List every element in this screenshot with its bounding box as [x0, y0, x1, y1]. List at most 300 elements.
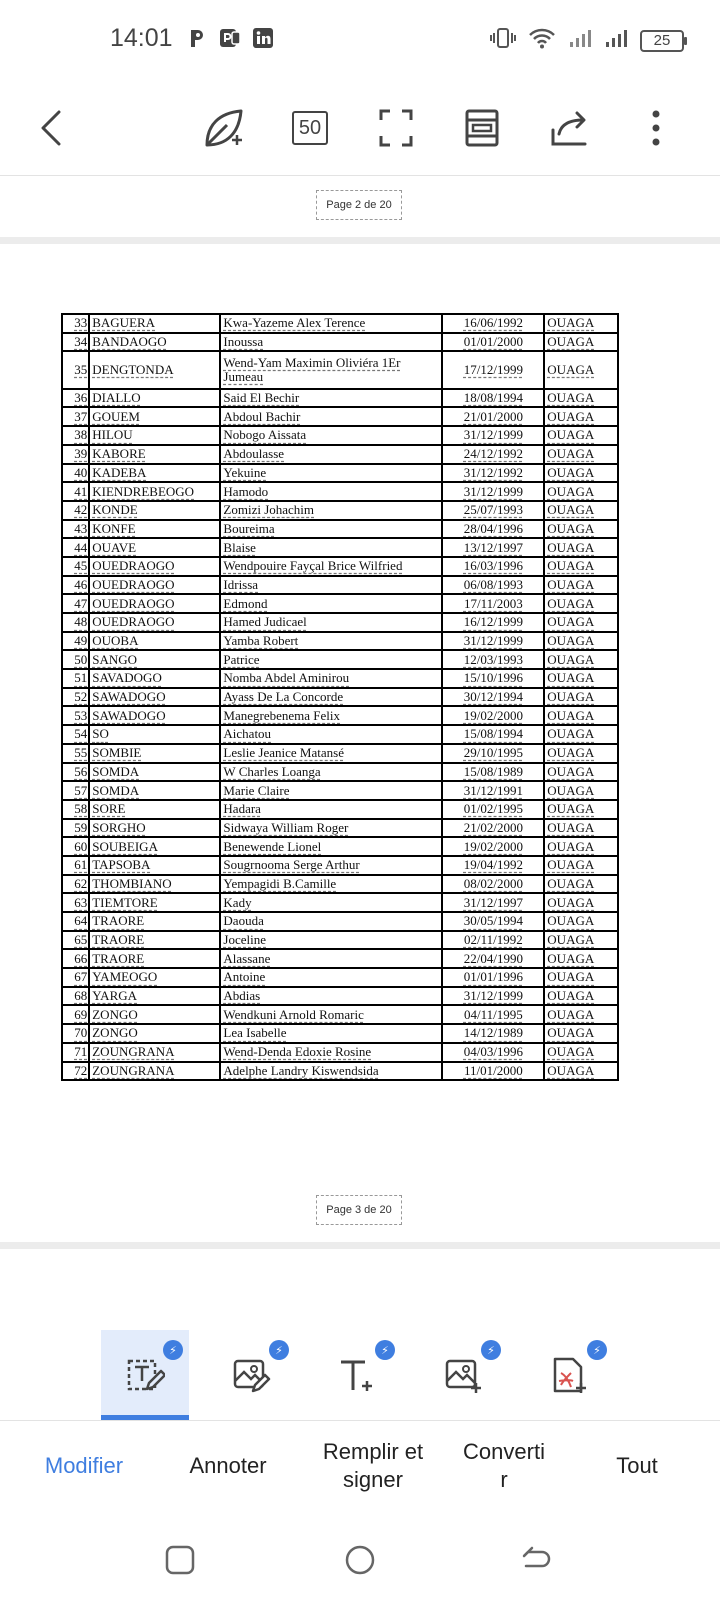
- row-number-cell[interactable]: [62, 931, 89, 950]
- city-cell[interactable]: [544, 594, 618, 613]
- row-number-cell[interactable]: [62, 781, 89, 800]
- birth-date-cell-text: 17/11/2003: [463, 595, 523, 611]
- birth-date-cell[interactable]: [442, 725, 544, 744]
- ai-leaf-icon: [201, 105, 247, 151]
- last-name-cell[interactable]: [89, 968, 220, 987]
- first-name-cell[interactable]: [220, 875, 442, 894]
- city-cell[interactable]: [544, 781, 618, 800]
- row-number-cell[interactable]: [62, 557, 89, 576]
- city-cell[interactable]: [544, 875, 618, 894]
- system-nav-bar: [0, 1510, 720, 1600]
- birth-date-cell[interactable]: [442, 912, 544, 931]
- birth-date-cell[interactable]: [442, 987, 544, 1006]
- row-number-cell[interactable]: [62, 650, 89, 669]
- tab-remplir-icon[interactable]: [313, 1330, 401, 1420]
- row-number-cell[interactable]: [62, 482, 89, 501]
- first-name-cell[interactable]: [220, 688, 442, 707]
- first-name-cell[interactable]: [220, 314, 442, 333]
- last-name-cell[interactable]: [89, 1024, 220, 1043]
- first-name-cell[interactable]: [220, 819, 442, 838]
- status-time: 14:01: [110, 24, 173, 52]
- first-name-cell[interactable]: [220, 781, 442, 800]
- ai-assistant-button[interactable]: [196, 100, 252, 156]
- row-number-cell[interactable]: [62, 389, 89, 408]
- first-name-cell[interactable]: [220, 482, 442, 501]
- row-number-cell[interactable]: [62, 520, 89, 539]
- first-name-cell[interactable]: [220, 333, 442, 352]
- first-name-cell[interactable]: [220, 1024, 442, 1043]
- row-number-cell-text: 35: [74, 362, 88, 378]
- row-number-cell[interactable]: [62, 464, 89, 483]
- row-number-cell[interactable]: [62, 407, 89, 426]
- row-number-cell[interactable]: [62, 669, 89, 688]
- last-name-cell[interactable]: [89, 706, 220, 725]
- city-cell-text: OUAGA: [547, 558, 595, 574]
- birth-date-cell[interactable]: [442, 632, 544, 651]
- status-notification-icons: [186, 27, 274, 54]
- last-name-cell[interactable]: [89, 333, 220, 352]
- last-name-cell[interactable]: [89, 576, 220, 595]
- birth-date-cell[interactable]: [442, 1005, 544, 1024]
- birth-date-cell-text: 29/10/1995: [463, 745, 523, 761]
- birth-date-cell[interactable]: [442, 520, 544, 539]
- fullscreen-button[interactable]: [368, 100, 424, 156]
- city-cell[interactable]: [544, 893, 618, 912]
- first-name-cell[interactable]: [220, 407, 442, 426]
- tab-tout-icon[interactable]: [525, 1330, 613, 1420]
- row-number-cell[interactable]: [62, 837, 89, 856]
- city-cell[interactable]: [544, 819, 618, 838]
- city-cell[interactable]: [544, 856, 618, 875]
- last-name-cell[interactable]: [89, 688, 220, 707]
- recents-button[interactable]: [160, 1540, 200, 1580]
- birth-date-cell[interactable]: [442, 314, 544, 333]
- city-cell[interactable]: [544, 538, 618, 557]
- last-name-cell[interactable]: [89, 725, 220, 744]
- share-button[interactable]: [542, 100, 598, 156]
- city-cell-text: OUAGA: [547, 1062, 595, 1078]
- birth-date-cell[interactable]: [442, 482, 544, 501]
- birth-date-cell-text: 31/12/1991: [463, 782, 523, 798]
- row-number-cell-text: 33: [74, 315, 88, 331]
- row-number-cell[interactable]: [62, 688, 89, 707]
- first-name-cell[interactable]: [220, 351, 442, 388]
- birth-date-cell[interactable]: [442, 706, 544, 725]
- first-name-cell[interactable]: [220, 594, 442, 613]
- birth-date-cell[interactable]: [442, 875, 544, 894]
- city-cell[interactable]: [544, 837, 618, 856]
- row-number-cell-text: 48: [74, 614, 88, 630]
- last-name-cell[interactable]: [89, 351, 220, 388]
- birth-date-cell[interactable]: [442, 931, 544, 950]
- first-name-cell-text: Ayass De La Concorde: [223, 689, 344, 705]
- city-cell[interactable]: [544, 407, 618, 426]
- all-tools-pdf-icon: [549, 1355, 589, 1395]
- city-cell-text: OUAGA: [547, 408, 595, 424]
- table-row: [62, 800, 618, 819]
- first-name-cell[interactable]: [220, 464, 442, 483]
- table-row: [62, 781, 618, 800]
- share-icon: [549, 108, 591, 148]
- row-number-cell[interactable]: [62, 501, 89, 520]
- last-name-cell[interactable]: [89, 781, 220, 800]
- first-name-cell[interactable]: [220, 1005, 442, 1024]
- first-name-cell-text: Sougrnooma Serge Arthur: [223, 857, 360, 873]
- table-row: [62, 482, 618, 501]
- city-cell[interactable]: [544, 650, 618, 669]
- city-cell[interactable]: [544, 931, 618, 950]
- row-number-cell[interactable]: [62, 875, 89, 894]
- tab-modifier-icon[interactable]: [101, 1330, 189, 1420]
- first-name-cell-text: Yamba Robert: [223, 633, 299, 649]
- last-name-cell[interactable]: [89, 482, 220, 501]
- row-number-cell[interactable]: [62, 819, 89, 838]
- city-cell[interactable]: [544, 763, 618, 782]
- last-name-cell[interactable]: [89, 632, 220, 651]
- row-number-cell[interactable]: [62, 744, 89, 763]
- birth-date-cell[interactable]: [442, 501, 544, 520]
- city-cell[interactable]: [544, 725, 618, 744]
- last-name-cell[interactable]: [89, 931, 220, 950]
- city-cell[interactable]: [544, 482, 618, 501]
- first-name-cell[interactable]: [220, 912, 442, 931]
- row-number-cell[interactable]: [62, 314, 89, 333]
- row-number-cell-text: 47: [74, 595, 88, 611]
- home-button[interactable]: [340, 1540, 380, 1580]
- city-cell[interactable]: [544, 1062, 618, 1081]
- birth-date-cell[interactable]: [442, 1024, 544, 1043]
- last-name-cell[interactable]: [89, 856, 220, 875]
- city-cell[interactable]: [544, 426, 618, 445]
- birth-date-cell[interactable]: [442, 557, 544, 576]
- city-cell-text: OUAGA: [547, 427, 595, 443]
- city-cell[interactable]: [544, 669, 618, 688]
- row-number-cell[interactable]: [62, 576, 89, 595]
- last-name-cell[interactable]: [89, 912, 220, 931]
- linkedin-icon: [252, 27, 274, 54]
- last-name-cell[interactable]: [89, 1062, 220, 1081]
- first-name-cell[interactable]: [220, 520, 442, 539]
- row-number-cell[interactable]: [62, 856, 89, 875]
- city-cell[interactable]: [544, 464, 618, 483]
- first-name-cell-text: Leslie Jeanice Matansé: [223, 745, 344, 761]
- first-name-cell[interactable]: [220, 501, 442, 520]
- birth-date-cell[interactable]: [442, 819, 544, 838]
- birth-date-cell[interactable]: [442, 650, 544, 669]
- city-cell[interactable]: [544, 333, 618, 352]
- city-cell[interactable]: [544, 968, 618, 987]
- last-name-cell[interactable]: [89, 426, 220, 445]
- last-name-cell[interactable]: [89, 407, 220, 426]
- row-number-cell[interactable]: [62, 800, 89, 819]
- birth-date-cell[interactable]: [442, 949, 544, 968]
- table-row: [62, 763, 618, 782]
- last-name-cell-text: SOMBIE: [92, 745, 142, 761]
- first-name-cell[interactable]: [220, 800, 442, 819]
- row-number-cell[interactable]: [62, 763, 89, 782]
- city-cell[interactable]: [544, 632, 618, 651]
- first-name-cell[interactable]: [220, 613, 442, 632]
- row-number-cell[interactable]: [62, 1062, 89, 1081]
- row-number-cell[interactable]: [62, 1005, 89, 1024]
- birth-date-cell[interactable]: [442, 856, 544, 875]
- last-name-cell-text: SOMDA: [92, 782, 140, 798]
- last-name-cell-text: OUEDRAOGO: [92, 614, 175, 630]
- row-number-cell[interactable]: [62, 632, 89, 651]
- row-number-cell[interactable]: [62, 706, 89, 725]
- city-cell[interactable]: [544, 520, 618, 539]
- row-number-cell[interactable]: [62, 968, 89, 987]
- row-number-cell[interactable]: [62, 725, 89, 744]
- last-name-cell[interactable]: [89, 501, 220, 520]
- birth-date-cell-text: 30/05/1994: [463, 913, 523, 929]
- last-name-cell[interactable]: [89, 594, 220, 613]
- last-name-cell[interactable]: [89, 557, 220, 576]
- birth-date-cell[interactable]: [442, 781, 544, 800]
- first-name-cell[interactable]: [220, 744, 442, 763]
- city-cell[interactable]: [544, 912, 618, 931]
- row-number-cell-text: 39: [74, 446, 88, 462]
- zoom-level-button[interactable]: [282, 100, 338, 156]
- city-cell-text: OUAGA: [547, 857, 595, 873]
- city-cell[interactable]: [544, 557, 618, 576]
- last-name-cell[interactable]: [89, 1005, 220, 1024]
- last-name-cell[interactable]: [89, 875, 220, 894]
- row-number-cell-text: 52: [74, 689, 88, 705]
- first-name-cell[interactable]: [220, 557, 442, 576]
- birth-date-cell[interactable]: [442, 1043, 544, 1062]
- city-cell[interactable]: [544, 501, 618, 520]
- row-number-cell[interactable]: [62, 987, 89, 1006]
- row-number-cell[interactable]: [62, 351, 89, 388]
- city-cell-text: OUAGA: [547, 950, 595, 966]
- birth-date-cell[interactable]: [442, 669, 544, 688]
- first-name-cell[interactable]: [220, 632, 442, 651]
- birth-date-cell[interactable]: [442, 613, 544, 632]
- last-name-cell[interactable]: [89, 987, 220, 1006]
- last-name-cell[interactable]: [89, 744, 220, 763]
- birth-date-cell[interactable]: [442, 407, 544, 426]
- table-row: [62, 819, 618, 838]
- row-number-cell-text: 59: [74, 819, 88, 835]
- first-name-cell[interactable]: [220, 931, 442, 950]
- first-name-cell[interactable]: [220, 669, 442, 688]
- page-layout-button[interactable]: [454, 100, 510, 156]
- row-number-cell-text: 61: [74, 857, 88, 873]
- row-number-cell[interactable]: [62, 893, 89, 912]
- row-number-cell-text: 37: [74, 408, 88, 424]
- city-cell[interactable]: [544, 800, 618, 819]
- row-number-cell[interactable]: [62, 949, 89, 968]
- tab-annoter-icon[interactable]: [207, 1330, 295, 1420]
- table-row: [62, 538, 618, 557]
- city-cell[interactable]: [544, 1024, 618, 1043]
- city-cell[interactable]: [544, 1043, 618, 1062]
- birth-date-cell-text: 31/12/1999: [463, 483, 523, 499]
- row-number-cell[interactable]: [62, 1024, 89, 1043]
- last-name-cell[interactable]: [89, 314, 220, 333]
- city-cell-text: OUAGA: [547, 801, 595, 817]
- annotate-image-icon: [231, 1355, 271, 1395]
- city-cell[interactable]: [544, 949, 618, 968]
- birth-date-cell-text: 31/12/1999: [463, 633, 523, 649]
- birth-date-cell-text: 01/01/2000: [463, 334, 523, 350]
- row-number-cell-text: 50: [74, 651, 88, 667]
- city-cell[interactable]: [544, 445, 618, 464]
- city-cell[interactable]: [544, 576, 618, 595]
- first-name-cell-text: W Charles Loanga: [223, 763, 321, 779]
- birth-date-cell[interactable]: [442, 464, 544, 483]
- first-name-cell[interactable]: [220, 949, 442, 968]
- birth-date-cell[interactable]: [442, 688, 544, 707]
- first-name-cell[interactable]: [220, 650, 442, 669]
- city-cell-text: OUAGA: [547, 670, 595, 686]
- last-name-cell[interactable]: [89, 893, 220, 912]
- city-cell-text: OUAGA: [547, 576, 595, 592]
- row-number-cell[interactable]: [62, 594, 89, 613]
- birth-date-cell[interactable]: [442, 389, 544, 408]
- birth-date-cell[interactable]: [442, 576, 544, 595]
- first-name-cell[interactable]: [220, 1043, 442, 1062]
- birth-date-cell[interactable]: [442, 893, 544, 912]
- table-row: [62, 1005, 618, 1024]
- first-name-cell[interactable]: [220, 725, 442, 744]
- first-name-cell[interactable]: [220, 856, 442, 875]
- last-name-cell[interactable]: [89, 650, 220, 669]
- city-cell-text: OUAGA: [547, 1044, 595, 1060]
- last-name-cell[interactable]: [89, 538, 220, 557]
- last-name-cell-text: KONDE: [92, 502, 138, 518]
- last-name-cell-text: TAPSOBA: [92, 857, 151, 873]
- table-row: [62, 613, 618, 632]
- last-name-cell[interactable]: [89, 613, 220, 632]
- tab-modifier[interactable]: Modifier: [44, 1453, 124, 1478]
- last-name-cell[interactable]: [89, 763, 220, 782]
- birth-date-cell[interactable]: [442, 1062, 544, 1081]
- city-cell-text: OUAGA: [547, 464, 595, 480]
- birth-date-cell[interactable]: [442, 333, 544, 352]
- first-name-cell-text: Kady: [223, 894, 252, 910]
- city-cell[interactable]: [544, 351, 618, 388]
- birth-date-cell[interactable]: [442, 837, 544, 856]
- row-number-cell[interactable]: [62, 538, 89, 557]
- birth-date-cell[interactable]: [442, 763, 544, 782]
- first-name-cell[interactable]: [220, 706, 442, 725]
- last-name-cell-text: SAVADOGO: [92, 670, 162, 686]
- last-name-cell[interactable]: [89, 445, 220, 464]
- last-name-cell[interactable]: [89, 949, 220, 968]
- birth-date-cell[interactable]: [442, 351, 544, 388]
- first-name-cell[interactable]: [220, 445, 442, 464]
- table-row: [62, 389, 618, 408]
- first-name-cell[interactable]: [220, 763, 442, 782]
- first-name-cell[interactable]: [220, 893, 442, 912]
- first-name-cell[interactable]: [220, 837, 442, 856]
- city-cell-text: OUAGA: [547, 595, 595, 611]
- birth-date-cell[interactable]: [442, 968, 544, 987]
- row-number-cell[interactable]: [62, 445, 89, 464]
- last-name-cell[interactable]: [89, 389, 220, 408]
- city-cell[interactable]: [544, 389, 618, 408]
- row-number-cell[interactable]: [62, 426, 89, 445]
- table-row: [62, 706, 618, 725]
- last-name-cell[interactable]: [89, 520, 220, 539]
- tab-annoter[interactable]: Annoter: [189, 1453, 267, 1478]
- first-name-cell[interactable]: [220, 576, 442, 595]
- first-name-cell-text: Lea Isabelle: [223, 1025, 287, 1041]
- last-name-cell[interactable]: [89, 837, 220, 856]
- birth-date-cell[interactable]: [442, 426, 544, 445]
- birth-date-cell-text: 31/12/1992: [463, 464, 523, 480]
- last-name-cell[interactable]: [89, 464, 220, 483]
- tab-tout[interactable]: Tout: [616, 1453, 658, 1478]
- back-nav-button[interactable]: [516, 1540, 556, 1580]
- birth-date-cell-text: 28/04/1996: [463, 520, 523, 536]
- first-name-cell[interactable]: [220, 987, 442, 1006]
- birth-date-cell[interactable]: [442, 445, 544, 464]
- first-name-cell[interactable]: [220, 389, 442, 408]
- last-name-cell[interactable]: [89, 1043, 220, 1062]
- first-name-cell[interactable]: [220, 968, 442, 987]
- birth-date-cell[interactable]: [442, 538, 544, 557]
- birth-date-cell-text: 19/02/2000: [463, 838, 523, 854]
- last-name-cell[interactable]: [89, 800, 220, 819]
- last-name-cell-text: ZONGO: [92, 1006, 138, 1022]
- row-number-cell-text: 64: [74, 913, 88, 929]
- city-cell[interactable]: [544, 706, 618, 725]
- city-cell[interactable]: [544, 613, 618, 632]
- last-name-cell-text: SANGO: [92, 651, 138, 667]
- table-row: [62, 968, 618, 987]
- birth-date-cell[interactable]: [442, 744, 544, 763]
- tab-convertir-icon[interactable]: [419, 1330, 507, 1420]
- birth-date-cell[interactable]: [442, 800, 544, 819]
- city-cell[interactable]: [544, 314, 618, 333]
- city-cell[interactable]: [544, 688, 618, 707]
- lightning-badge-icon: ⚡: [481, 1340, 501, 1360]
- table-row: [62, 407, 618, 426]
- back-button[interactable]: [24, 100, 80, 156]
- birth-date-cell[interactable]: [442, 594, 544, 613]
- row-number-cell[interactable]: [62, 912, 89, 931]
- first-name-cell[interactable]: [220, 538, 442, 557]
- more-options-button[interactable]: [628, 100, 684, 156]
- city-cell[interactable]: [544, 987, 618, 1006]
- birth-date-cell-text: 01/02/1995: [463, 801, 523, 817]
- city-cell-text: OUAGA: [547, 726, 595, 742]
- table-row: [62, 875, 618, 894]
- first-name-cell-text: Hamodo: [223, 483, 269, 499]
- birth-date-cell-text: 25/07/1993: [463, 502, 523, 518]
- city-cell[interactable]: [544, 744, 618, 763]
- last-name-cell[interactable]: [89, 669, 220, 688]
- city-cell[interactable]: [544, 1005, 618, 1024]
- first-name-cell[interactable]: [220, 426, 442, 445]
- table-row: [62, 426, 618, 445]
- birth-date-cell-text: 02/11/1992: [463, 932, 523, 948]
- zoom-value: 50: [292, 111, 328, 145]
- page-indicator-3: Page 3 de 20: [316, 1195, 402, 1225]
- row-number-cell[interactable]: [62, 613, 89, 632]
- row-number-cell[interactable]: [62, 333, 89, 352]
- tab-convertir[interactable]: Converti r: [463, 1439, 545, 1492]
- city-cell-text: OUAGA: [547, 819, 595, 835]
- first-name-cell[interactable]: [220, 1062, 442, 1081]
- page-indicator-2: Page 2 de 20: [316, 190, 402, 220]
- row-number-cell[interactable]: [62, 1043, 89, 1062]
- last-name-cell[interactable]: [89, 819, 220, 838]
- tab-remplir-et-signer[interactable]: Remplir et signer: [322, 1439, 424, 1492]
